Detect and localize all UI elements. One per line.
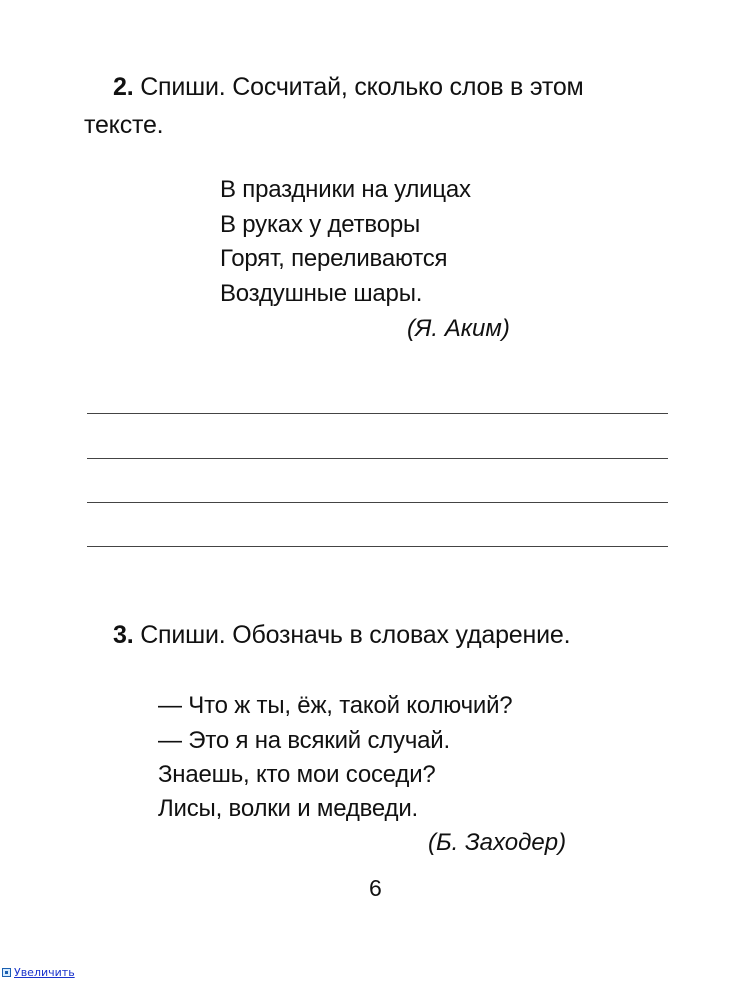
answer-writing-line bbox=[87, 502, 668, 503]
task-2-instruction-line-1 bbox=[113, 69, 584, 105]
task-2-poem-line: В праздники на улицах bbox=[220, 176, 471, 203]
task-2-author: (Я. Аким) bbox=[407, 315, 510, 342]
answer-writing-line bbox=[87, 413, 668, 414]
task-3-number: 3. bbox=[113, 621, 134, 649]
zoom-link[interactable] bbox=[2, 966, 75, 979]
task-3-poem-line: Знаешь, кто мои соседи? bbox=[158, 761, 436, 788]
task-2-poem-line: Воздушные шары. bbox=[220, 280, 423, 307]
task-2-number: 2. bbox=[113, 73, 134, 101]
task-3-poem-line: — Это я на всякий случай. bbox=[158, 727, 450, 754]
page-number: 6 bbox=[369, 875, 382, 901]
task-3-poem-line: Лисы, волки и медведи. bbox=[158, 795, 418, 822]
task-2-poem-line: Горят, переливаются bbox=[220, 245, 448, 272]
task-3-instruction bbox=[113, 617, 570, 653]
task-3-poem-line: — Что ж ты, ёж, такой колючий? bbox=[158, 692, 513, 719]
zoom-icon bbox=[2, 968, 11, 977]
task-2-instruction-line-2: тексте. bbox=[84, 111, 164, 139]
zoom-link-label: Увеличить bbox=[14, 966, 75, 979]
task-2-instruction-text: Спиши. Сосчитай, сколько слов в этом bbox=[140, 73, 584, 101]
answer-writing-line bbox=[87, 546, 668, 547]
answer-writing-line bbox=[87, 458, 668, 459]
task-3-author: (Б. Заходер) bbox=[428, 829, 567, 856]
task-3-instruction-text: Спиши. Обозначь в словах ударение. bbox=[140, 621, 571, 649]
task-2-poem-line: В руках у детворы bbox=[220, 211, 421, 238]
